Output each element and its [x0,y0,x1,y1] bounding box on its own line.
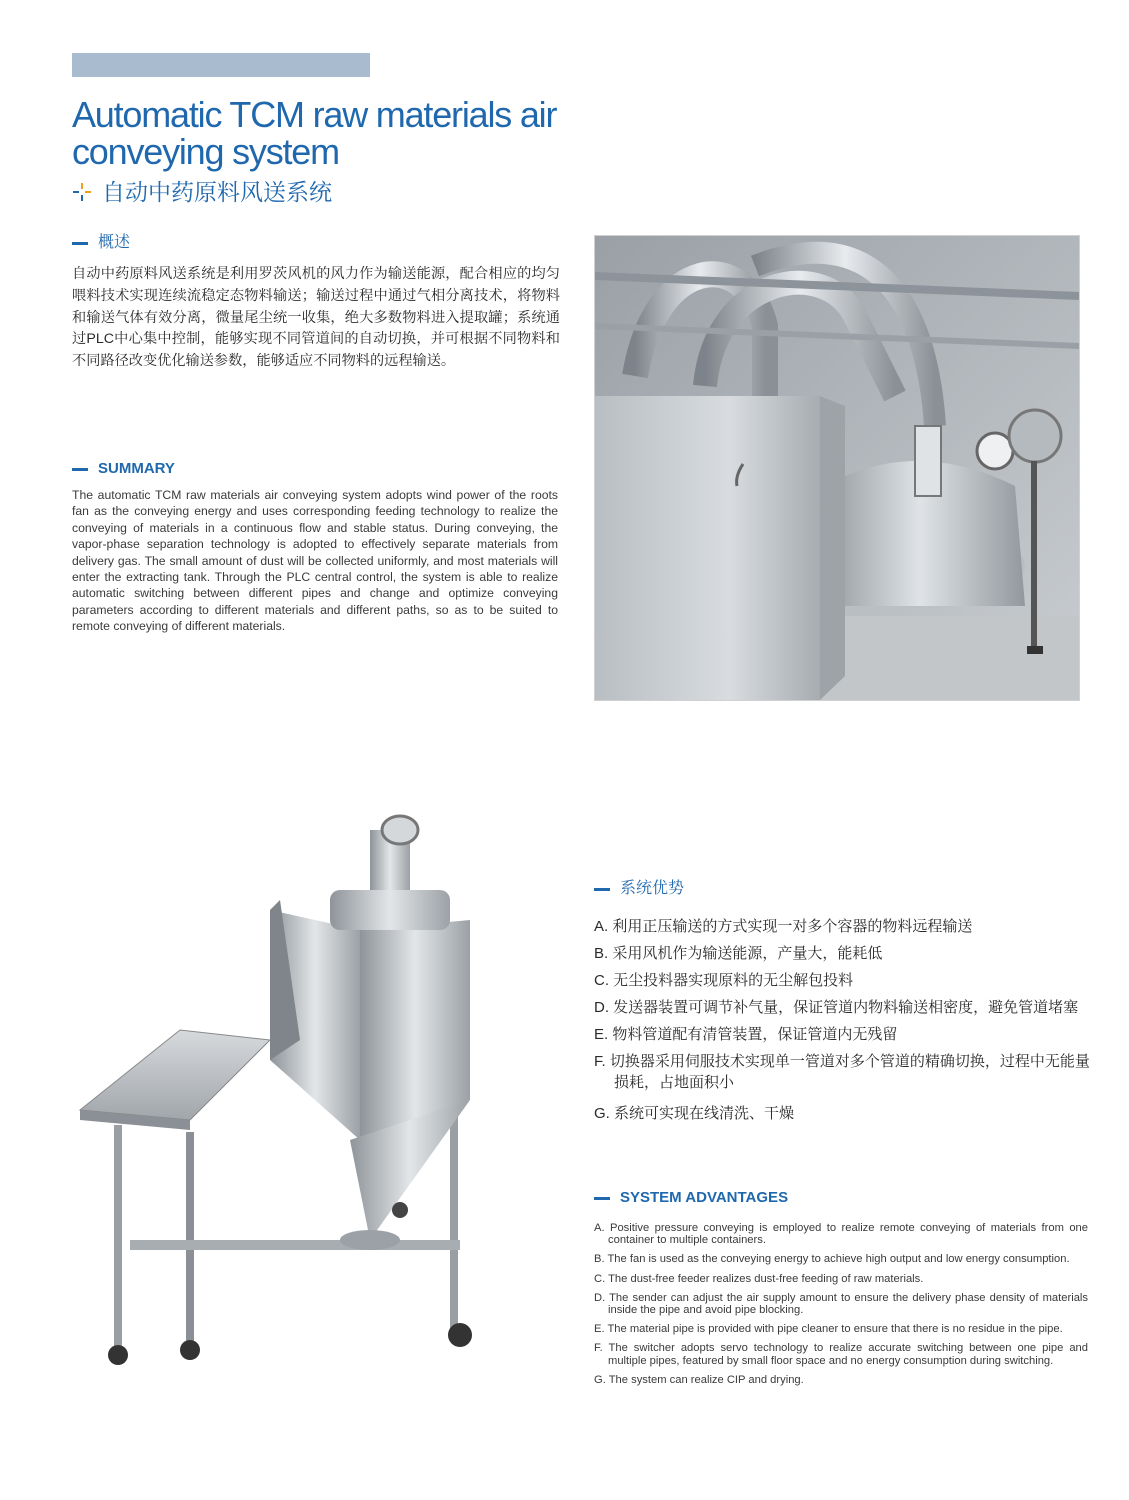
cn-title-text: 自动中药原料风送系统 [102,179,332,205]
list-item: B. 采用风机作为输送能源，产量大，能耗低 [594,945,883,962]
list-item: A. Positive pressure conveying is employed to realize remote conveying of materials from one container to multiple containers. [594,1222,1088,1247]
advantages-cn-heading-text: 系统优势 [620,880,685,897]
heading-dash [72,468,88,471]
list-item: E. 物料管道配有清管装置，保证管道内无残留 [594,1026,898,1043]
overview-cn-heading-text: 概述 [98,234,131,251]
advantages-en-heading [594,1189,788,1207]
header-decor-bar [72,53,370,77]
advantages-en-list [594,1222,1088,1393]
list-item: A. 利用正压输送的方式实现一对多个容器的物料远程输送 [594,918,973,935]
list-item: C. 无尘投料器实现原料的无尘解包投料 [594,972,854,989]
list-item: G. 系统可实现在线清洗、干燥 [594,1105,795,1122]
sparkle-icon [72,182,92,202]
advantages-cn-list [594,916,1094,1130]
heading-dash [72,242,88,245]
heading-dash [594,888,610,891]
advantages-cn-heading [594,880,684,898]
overview-cn-text: 自动中药原料风送系统是利用罗茨风机的风力作为输送能源，配合相应的均匀喂料技术实现连续流稳定态物料输送；输送过程中通过气相分离技术，将物料和输送气体有效分离，微量尾尘统一收集，绝大多数物料进入提取罐；系统通过PLC中心集中控制，能够实现不同管道间的自动切换，并可根据不同物料和不同路径改变优化输送参数，能够适应不同物料的远程输送。 [72,266,560,370]
list-item: D. The sender can adjust the air supply amount to ensure the delivery phase density of materials inside the pipe and avoid pipe blocking. [594,1291,1088,1317]
list-item: D. 发送器装置可调节补气量，保证管道内物料输送相密度，避免管道堵塞 [594,999,1079,1016]
list-item: E. The material pipe is provided with pipe cleaner to ensure that there is no residue in the pipe. [594,1323,1063,1336]
list-item: F. The switcher adopts servo technology to realize accurate switching between one pipe and multiple pipes, featured by small floor space and no energy consumption during switching. [594,1342,1088,1367]
list-item: G. The system can realize CIP and drying. [594,1373,804,1386]
plant-photo [594,235,1080,701]
overview-cn-heading [72,234,130,252]
list-item: B. The fan is used as the conveying energy to achieve high output and low energy consumption. [594,1253,1070,1266]
feeder-machine-photo [70,800,530,1380]
summary-text: The automatic TCM raw materials air conveying system adopts wind power of the roots fan as the conveying energy and uses corresponding feeding technology to realize the conveying of materials in a continuous flow and stable status. During conveying, the vapor-phase separation technology is adopted to effectively separate materials from delivery gas. The small amount of dust will be collected uniformly, and most materials will enter the extracting tank. Through the PLC central control, the system is able to realize automatic switching between different pipes and change and optimize conveying parameters according to different materials and different paths, so as to be suited to remote conveying of different materials. [72,488,558,634]
page-title: Automatic TCM raw materials air conveying system [72,94,557,172]
cn-subtitle [72,178,332,206]
list-item: C. The dust-free feeder realizes dust-free feeding of raw materials. [594,1272,924,1285]
summary-heading [72,460,175,478]
summary-heading-text: SUMMARY [98,460,175,477]
advantages-en-heading-text: SYSTEM ADVANTAGES [620,1189,789,1206]
heading-dash [594,1197,610,1200]
list-item: F. 切换器采用伺服技术实现单一管道对多个管道的精确切换，过程中无能量损耗，占地面积小 [594,1053,1090,1091]
